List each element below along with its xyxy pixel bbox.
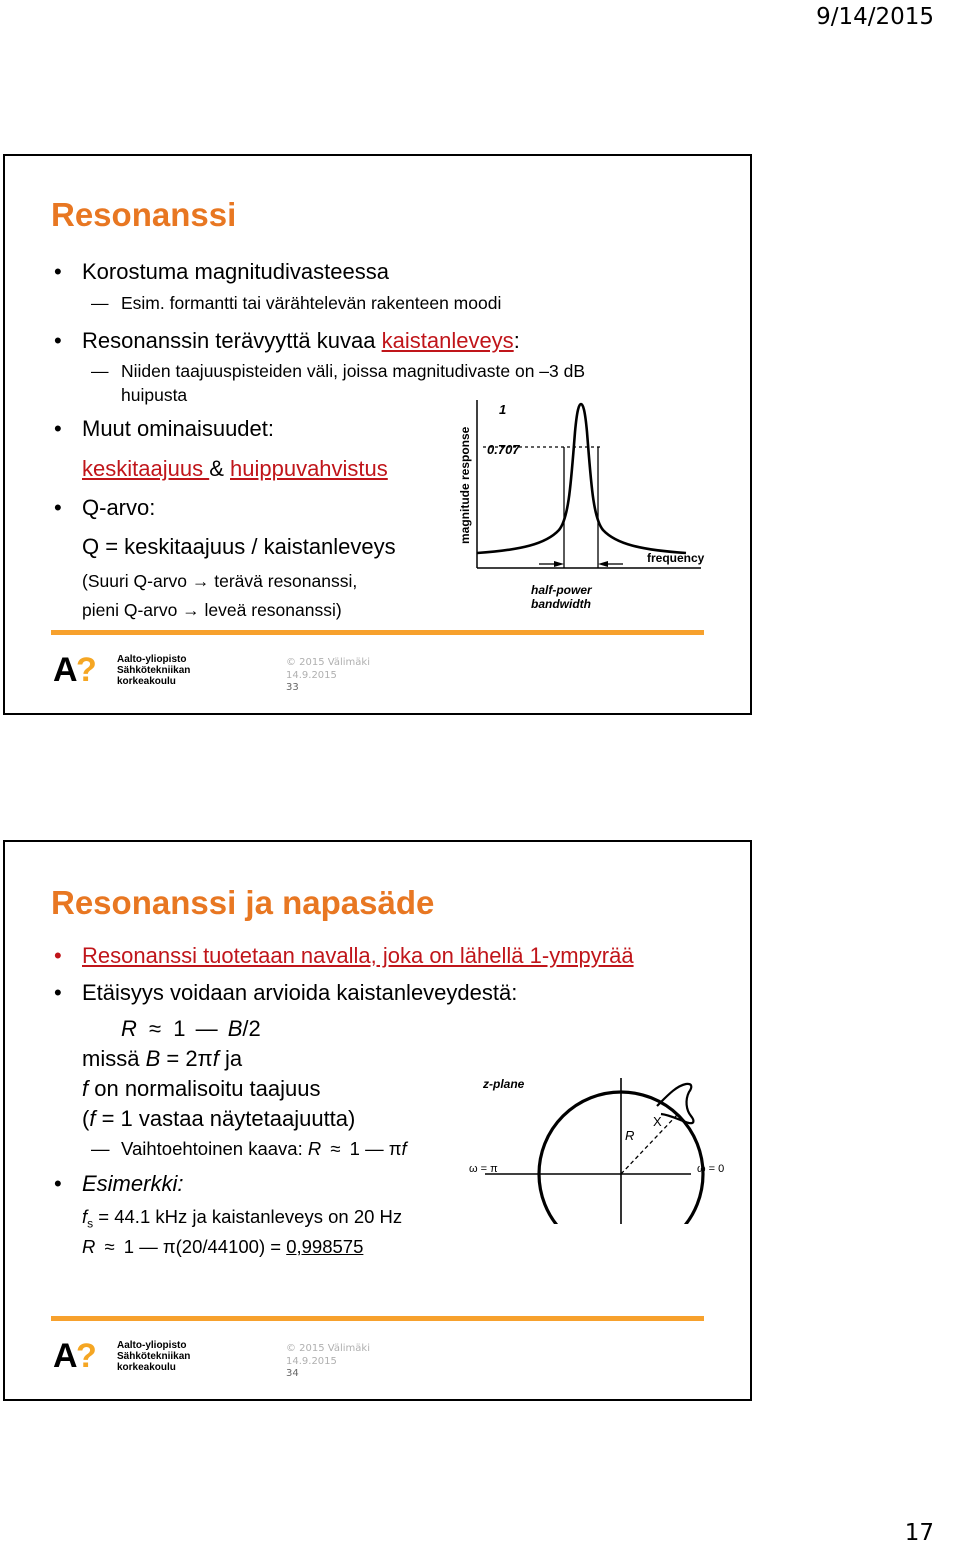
naytetaajuus-text: = 1 vastaa näytetaajuutta) [95, 1106, 356, 1131]
div-two: /2 [242, 1016, 261, 1041]
example-fs [82, 1208, 402, 1230]
bullet-q-arvo: • Q-arvo: [82, 497, 155, 519]
q-note-line1: (Suuri Q-arvo → terävä resonanssi, [82, 571, 358, 591]
example-r [82, 1238, 363, 1257]
r-formula: 1 — π(20/44100) = [118, 1236, 287, 1257]
bullet-esimerkki [82, 1173, 183, 1195]
slide-title: Resonanssi [51, 196, 237, 233]
var-b: B [145, 1046, 161, 1071]
resonance-curve-figure [451, 392, 713, 620]
peak-label: 1 [499, 402, 507, 417]
slide-resonanssi [3, 154, 752, 715]
footer-date: 14.9.2015 [286, 1355, 337, 1367]
page-date: 9/14/2015 [816, 4, 934, 30]
line-naytetaajuus [82, 1108, 355, 1130]
r-result: 0,998575 [286, 1236, 364, 1257]
pole-radius-line [621, 1115, 677, 1174]
y-axis-label: magnitude response [458, 426, 472, 544]
level-label: 0.707 [487, 442, 520, 457]
var-r: R [82, 1236, 96, 1257]
logo-line1: Aalto-yliopisto [117, 1340, 187, 1351]
footer-rule [51, 630, 704, 635]
footer-meta [286, 1343, 370, 1381]
ampersand: & [209, 456, 224, 481]
z-plane-label: z-plane [483, 1077, 525, 1091]
x-axis-label: frequency [647, 551, 705, 565]
normalisoitu-text: on normalisoitu taajuus [88, 1076, 321, 1101]
bullet-teravyys [82, 330, 520, 352]
bullet-korostuma: • Korostuma magnitudivasteessa [82, 261, 389, 283]
bullet-resonanssi-tuotetaan[interactable]: • Resonanssi tuotetaan navalla, joka on lähellä 1-ympyrää [82, 945, 634, 967]
bandwidth-label-line1: half-power [531, 583, 592, 597]
slide-title: Resonanssi ja napasäde [51, 884, 435, 921]
bandwidth-arrow-left [554, 561, 564, 567]
properties-line [82, 458, 388, 480]
var-r: R [121, 1016, 137, 1041]
eq-2pi: = 2π [160, 1046, 213, 1071]
var-r: R [307, 1138, 322, 1159]
one: 1 [173, 1016, 186, 1041]
var-f: f [82, 1206, 88, 1227]
footer-copyright: © 2015 Välimäki [286, 1343, 370, 1354]
line-missa [82, 1048, 242, 1070]
bandwidth-label-line2: bandwidth [531, 597, 591, 611]
logo-line3: korkeakoulu [117, 1362, 176, 1373]
bandwidth-arrow-right [598, 561, 608, 567]
approx-sign: ≈ [330, 1138, 341, 1159]
line-normalisoitu [82, 1078, 320, 1100]
var-f: f [89, 1106, 96, 1131]
subscript-s: s [87, 1216, 94, 1231]
footer-copyright: © 2015 Välimäki [286, 657, 370, 668]
link-keskitaajuus[interactable]: keskitaajuus [82, 456, 210, 481]
sub-bullet-esim: — Esim. formantti tai värähtelevän rakenteen moodi [121, 295, 501, 313]
pole-x-label: X [653, 1114, 662, 1129]
var-f: f [401, 1138, 407, 1159]
logo-question-mark: ? [76, 1337, 97, 1375]
omega-pi-label: ω = π [469, 1163, 498, 1175]
bullet-muut: • Muut ominaisuudet: [82, 418, 274, 440]
link-kaistanleveys[interactable]: kaistanleveys [381, 328, 514, 353]
logo-letter-a: A [53, 651, 78, 689]
footer-rule [51, 1316, 704, 1321]
formula-r-approx [121, 1018, 261, 1040]
logo-text [117, 1340, 190, 1373]
page-number: 17 [904, 1520, 934, 1546]
sub-bullet-taajuuspisteet: — Niiden taajuuspisteiden väli, joissa magnitudivaste on –3 dB [121, 363, 585, 381]
logo-line3: korkeakoulu [117, 676, 176, 687]
q-formula: Q = keskitaajuus / kaistanleveys [82, 534, 396, 559]
r-label: R [625, 1128, 635, 1143]
footer-meta [286, 657, 370, 695]
footer-date: 14.9.2015 [286, 669, 337, 681]
one-minus-pi: 1 — π [344, 1138, 402, 1159]
approx-sign: ≈ [149, 1016, 162, 1041]
logo-line1: Aalto-yliopisto [117, 654, 187, 665]
slide-number: 33 [286, 682, 299, 693]
resonance-curve [477, 404, 686, 553]
q-note-line2: pieni Q-arvo → leveä resonanssi) [82, 600, 342, 620]
logo-text [117, 654, 190, 687]
omega-zero-label: ω = 0 [697, 1163, 725, 1175]
logo-line2: Sähkötekniikan [117, 1351, 191, 1362]
word-missa: missä [82, 1046, 146, 1071]
esimerkki-text: Esimerkki: [82, 1171, 184, 1196]
var-b: B [227, 1016, 243, 1041]
var-f: f [212, 1046, 219, 1071]
z-plane-figure [461, 1072, 733, 1224]
sub-bullet-vaihtoehtoinen [121, 1140, 407, 1159]
bullet-teravyys-text: Resonanssin terävyyttä kuvaa [82, 328, 382, 353]
var-f: f [82, 1076, 89, 1101]
logo-letter-a: A [53, 1337, 78, 1375]
paren-open: ( [82, 1106, 90, 1131]
minus-sign: — [195, 1016, 218, 1041]
logo-question-mark: ? [76, 651, 97, 689]
slide-resonanssi-ja-napasade [3, 840, 752, 1401]
sub-bullet-huipusta: huipusta [121, 385, 188, 405]
vaihtoehtoinen-text: Vaihtoehtoinen kaava: [121, 1138, 308, 1159]
slide-number: 34 [286, 1368, 299, 1379]
word-ja: ja [218, 1046, 243, 1071]
link-huippuvahvistus[interactable]: huippuvahvistus [230, 456, 388, 481]
bullet-teravyys-colon: : [513, 328, 520, 353]
approx-sign: ≈ [104, 1236, 115, 1257]
logo-line2: Sähkötekniikan [117, 665, 191, 676]
fs-text: = 44.1 kHz ja kaistanleveys on 20 Hz [93, 1206, 403, 1227]
bullet-etaisyys: • Etäisyys voidaan arvioida kaistanleveydestä: [82, 982, 517, 1004]
